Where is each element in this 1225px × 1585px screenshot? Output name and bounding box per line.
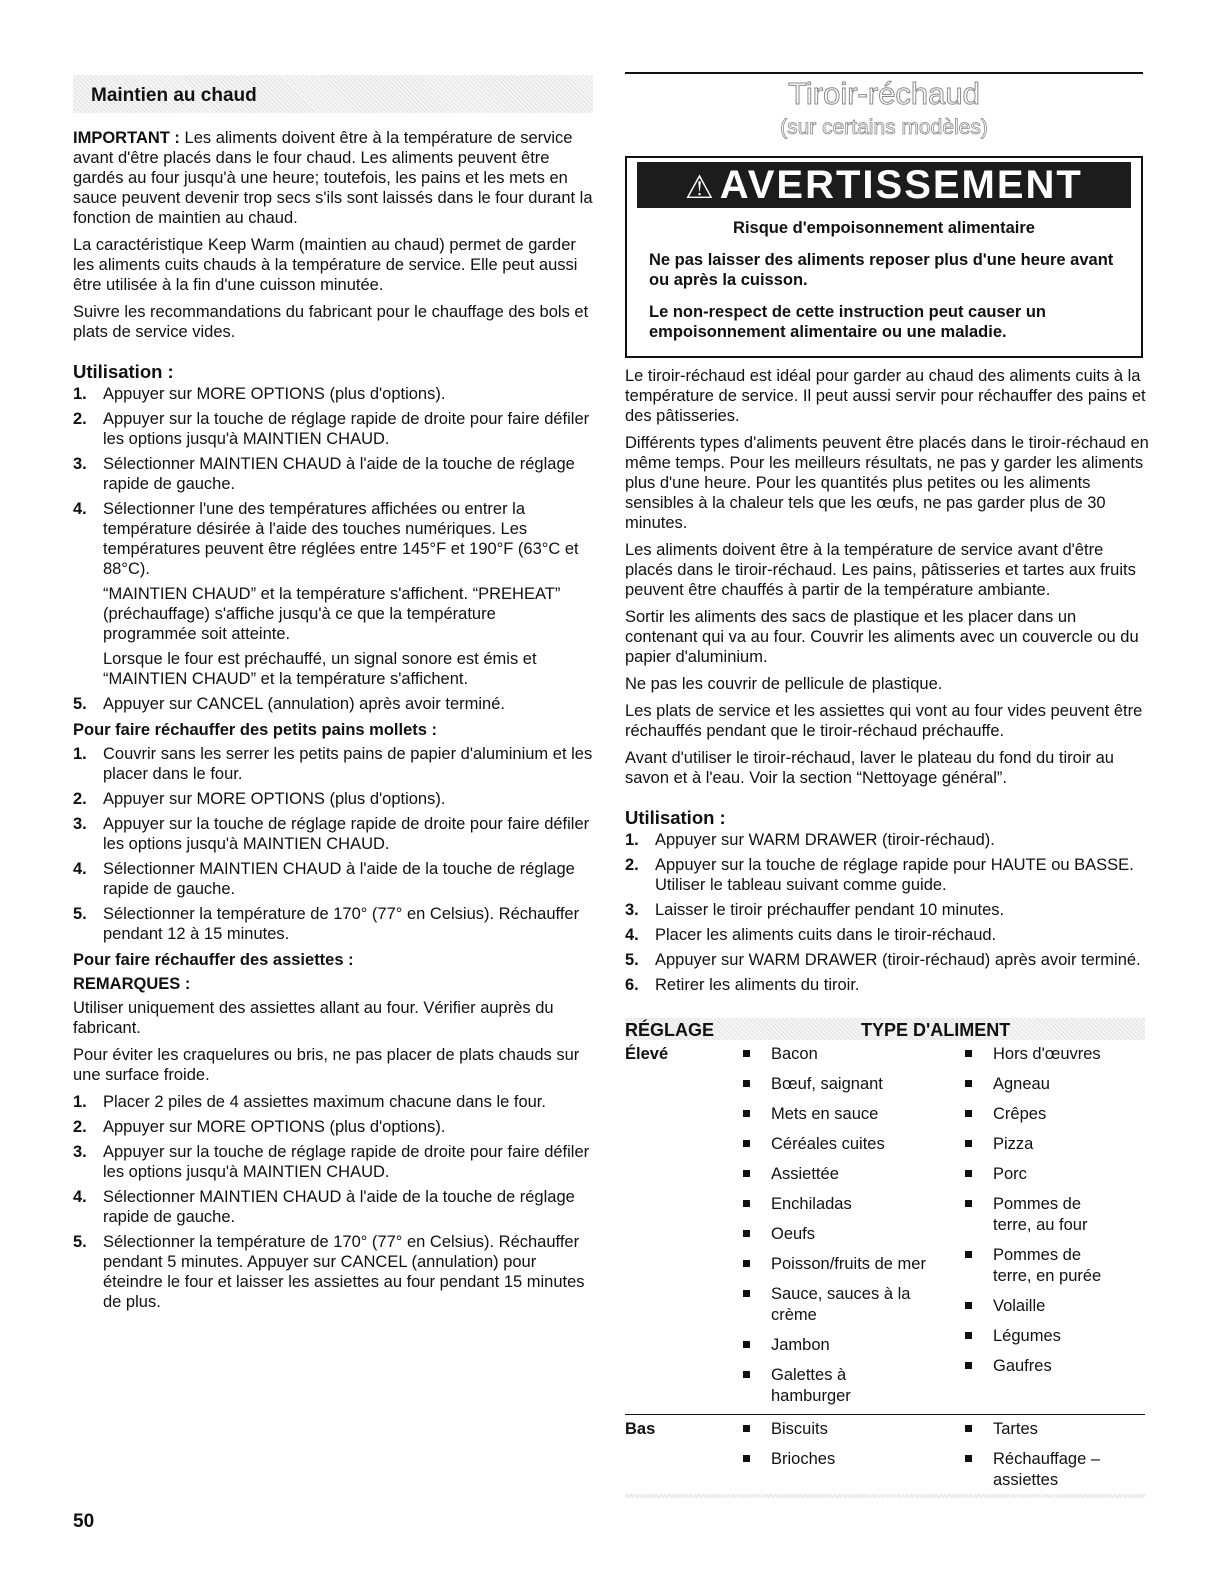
page-number: 50 bbox=[73, 1511, 95, 1532]
list-item: 4. Sélectionner MAINTIEN CHAUD à l'aide de la touche de réglage rapide de gauche. bbox=[73, 860, 575, 898]
food-list bbox=[743, 1044, 943, 1416]
food-item: Poisson/fruits de mer bbox=[743, 1254, 943, 1275]
food-item: Porc bbox=[965, 1164, 1145, 1185]
page-title: Tiroir-réchaud bbox=[788, 76, 980, 111]
keep-warm-paragraph: La caractéristique Keep Warm (maintien au chaud) permet de garder les aliments cuits chauds à la température de service. Elle peut aussi être utilisée à la fin d'une cuisson minutée. bbox=[73, 236, 578, 294]
list-item: 2. Appuyer sur la touche de réglage rapide de droite pour faire défiler les options jusqu'à MAINTIEN CHAUD. bbox=[73, 410, 590, 448]
list-item: 5. Sélectionner la température de 170° (77° en Celsius). Réchauffer pendant 5 minutes. Appuyer sur CANCEL (annulation) pour éteindre le four et laisser les assiettes au four pendant 15 minutes de plus. bbox=[73, 1233, 585, 1311]
body-paragraph: Les plats de service et les assiettes qui vont au four vides peuvent être réchauffés pendant que le tiroir-réchaud préchauffe. bbox=[625, 702, 1143, 740]
food-item: Gaufres bbox=[965, 1356, 1145, 1377]
food-item: Hors d'œuvres bbox=[965, 1044, 1145, 1065]
food-item: Réchauffage – assiettes bbox=[965, 1449, 1123, 1491]
drawer-steps bbox=[625, 830, 1153, 995]
list-item: 5. Appuyer sur CANCEL (annulation) après avoir terminé. bbox=[73, 695, 505, 713]
utilisation-steps bbox=[73, 384, 593, 714]
step-note: Lorsque le four est préchauffé, un signal sonore est émis et “MAINTIEN CHAUD” et la température s'affichent. bbox=[103, 650, 537, 688]
warning-body bbox=[649, 218, 1119, 354]
rolls-heading: Pour faire réchauffer des petits pains mollets : bbox=[73, 721, 438, 739]
body-paragraph: Avant d'utiliser le tiroir-réchaud, laver le plateau du fond du tiroir au savon et à l'eau. Voir la section “Nettoyage général”. bbox=[625, 749, 1114, 787]
food-item: Pommes de terre, au four bbox=[965, 1194, 1113, 1236]
list-item: 2. Appuyer sur MORE OPTIONS (plus d'options). bbox=[73, 1118, 446, 1136]
list-item: 3. Appuyer sur la touche de réglage rapide de droite pour faire défiler les options jusqu'à MAINTIEN CHAUD. bbox=[73, 815, 590, 853]
list-item: 2. Appuyer sur la touche de réglage rapide pour HAUTE ou BASSE. Utiliser le tableau suivant comme guide. bbox=[625, 856, 1134, 894]
list-item: 1. Couvrir sans les serrer les petits pains de papier d'aluminium et les placer dans le four. bbox=[73, 745, 593, 783]
warning-risk: Risque d'empoisonnement alimentaire bbox=[733, 219, 1035, 237]
food-item: Oeufs bbox=[743, 1224, 943, 1245]
food-item: Sauce, sauces à la crème bbox=[743, 1284, 911, 1326]
manufacturer-paragraph: Suivre les recommandations du fabricant pour le chauffage des bols et plats de service vides. bbox=[73, 303, 589, 341]
list-item: 6. Retirer les aliments du tiroir. bbox=[625, 976, 860, 994]
food-item: Bacon bbox=[743, 1044, 943, 1065]
section-banner bbox=[73, 75, 593, 113]
warning-box bbox=[625, 156, 1143, 358]
list-item: 5. Sélectionner la température de 170° (77° en Celsius). Réchauffer pendant 12 à 15 minutes. bbox=[73, 905, 580, 943]
remark-paragraph: Utiliser uniquement des assiettes allant au four. Vérifier auprès du fabricant. bbox=[73, 999, 554, 1037]
right-body bbox=[625, 366, 1153, 1001]
food-table bbox=[625, 1018, 1145, 1495]
food-item: Crêpes bbox=[965, 1104, 1145, 1125]
food-item: Assiettée bbox=[743, 1164, 943, 1185]
food-item: Mets en sauce bbox=[743, 1104, 943, 1125]
setting-label: Bas bbox=[625, 1420, 656, 1438]
body-paragraph: Le tiroir-réchaud est idéal pour garder au chaud des aliments cuits à la température de service. Il peut aussi servir pour réchauffer des pains et des pâtisseries. bbox=[625, 367, 1146, 425]
food-list bbox=[965, 1419, 1145, 1500]
list-item: 4. Sélectionner l'une des températures affichées ou entrer la température désirée à l'aide des touches numériques. Les températures peuvent être réglées entre 145°F et 190°F (63°C et 88°C). “MAINTIEN CHAUD” et la température s'affichent. “PREHEAT” (préchauffage) s'affiche jusqu'à ce que la température programmée soit atteinte. Lorsque le four est préchauffé, un signal sonore est émis et “MAINTIEN CHAUD” et la température s'affichent. bbox=[73, 499, 593, 689]
warning-header bbox=[637, 162, 1131, 208]
important-text: Les aliments doivent être à la température de service avant d'être placés dans le four chaud. Les aliments peuvent être gardés au four jusqu'à une heure; toutefois, les pains et les mets en sauce peuvent devenir trop secs s'ils sont laissés dans le four durant la fonction de maintien au chaud. bbox=[73, 129, 593, 227]
list-item: 1. Placer 2 piles de 4 assiettes maximum chacune dans le four. bbox=[73, 1093, 546, 1111]
section-title: Maintien au chaud bbox=[91, 85, 257, 106]
food-item: Bœuf, saignant bbox=[743, 1074, 943, 1095]
food-list bbox=[965, 1044, 1145, 1386]
body-paragraph: Les aliments doivent être à la température de service avant d'être placés dans le tiroir-réchaud. Les pains, pâtisseries et tartes aux fruits peuvent être chauffés à partir de la température ambiante. bbox=[625, 541, 1136, 599]
setting-label: Élevé bbox=[625, 1045, 669, 1063]
plates-heading: Pour faire réchauffer des assiettes : bbox=[73, 951, 354, 969]
food-item: Galettes à hamburger bbox=[743, 1365, 881, 1407]
warning-line: Ne pas laisser des aliments reposer plus d'une heure avant ou après la cuisson. bbox=[649, 251, 1114, 289]
left-column bbox=[73, 128, 593, 1318]
food-item: Pizza bbox=[965, 1134, 1145, 1155]
body-paragraph: Différents types d'aliments peuvent être placés dans le tiroir-réchaud en même temps. Pour les meilleurs résultats, ne pas y garder les aliments plus d'une heure. Pour les quantités plus petites ou les aliments sensibles à la chaleur tels que les œufs, ne pas garder plus de 30 minutes. bbox=[625, 434, 1149, 532]
body-paragraph: Ne pas les couvrir de pellicule de plastique. bbox=[625, 675, 943, 693]
rolls-steps bbox=[73, 744, 593, 944]
list-item: 3. Laisser le tiroir préchauffer pendant 10 minutes. bbox=[625, 901, 1005, 919]
list-item: 4. Sélectionner MAINTIEN CHAUD à l'aide de la touche de réglage rapide de gauche. bbox=[73, 1188, 575, 1226]
body-paragraph: Sortir les aliments des sacs de plastique et les placer dans un contenant qui va au four. Couvrir les aliments avec un couvercle ou du papier d'aluminium. bbox=[625, 608, 1139, 666]
step-note: “MAINTIEN CHAUD” et la température s'affichent. “PREHEAT” (préchauffage) s'affiche jusqu'à ce que la température programmée soit atteinte. bbox=[103, 585, 561, 643]
food-list bbox=[743, 1419, 943, 1479]
list-item: 3. Sélectionner MAINTIEN CHAUD à l'aide de la touche de réglage rapide de gauche. bbox=[73, 455, 575, 493]
food-item: Agneau bbox=[965, 1074, 1145, 1095]
food-item: Pommes de terre, en purée bbox=[965, 1245, 1123, 1287]
list-item: 1. Appuyer sur MORE OPTIONS (plus d'options). bbox=[73, 385, 446, 403]
food-item: Céréales cuites bbox=[743, 1134, 943, 1155]
top-rule bbox=[625, 72, 1143, 74]
warning-triangle-icon: ⚠ bbox=[685, 169, 716, 205]
food-item: Tartes bbox=[965, 1419, 1145, 1440]
food-item: Enchiladas bbox=[743, 1194, 943, 1215]
list-item: 1. Appuyer sur WARM DRAWER (tiroir-réchaud). bbox=[625, 831, 995, 849]
food-item: Jambon bbox=[743, 1335, 943, 1356]
list-item: 4. Placer les aliments cuits dans le tiroir-réchaud. bbox=[625, 926, 997, 944]
table-row bbox=[625, 1415, 1145, 1495]
plates-steps bbox=[73, 1092, 593, 1312]
warning-line: Le non-respect de cette instruction peut causer un empoisonnement alimentaire ou une maladie. bbox=[649, 303, 1046, 341]
food-item: Légumes bbox=[965, 1326, 1145, 1347]
important-paragraph bbox=[73, 128, 593, 228]
column-header: TYPE D'ALIMENT bbox=[861, 1020, 1011, 1040]
table-header bbox=[625, 1018, 1145, 1040]
column-header: RÉGLAGE bbox=[625, 1020, 715, 1040]
list-item: 3. Appuyer sur la touche de réglage rapide de droite pour faire défiler les options jusqu'à MAINTIEN CHAUD. bbox=[73, 1143, 590, 1181]
list-item: 5. Appuyer sur WARM DRAWER (tiroir-réchaud) après avoir terminé. bbox=[625, 951, 1141, 969]
remarques-heading: REMARQUES : bbox=[73, 975, 191, 993]
remark-paragraph: Pour éviter les craquelures ou bris, ne pas placer de plats chauds sur une surface froide. bbox=[73, 1046, 580, 1084]
list-item: 2. Appuyer sur MORE OPTIONS (plus d'options). bbox=[73, 790, 446, 808]
food-item: Brioches bbox=[743, 1449, 943, 1470]
table-row bbox=[625, 1040, 1145, 1415]
utilisation-heading: Utilisation : bbox=[625, 807, 726, 828]
food-item: Volaille bbox=[965, 1296, 1145, 1317]
page-subtitle: (sur certains modèles) bbox=[780, 116, 988, 139]
table-bottom-rule bbox=[625, 1494, 1145, 1498]
warning-label: AVERTISSEMENT bbox=[719, 163, 1083, 207]
utilisation-heading: Utilisation : bbox=[73, 361, 174, 382]
important-label: IMPORTANT : bbox=[73, 129, 180, 147]
food-item: Biscuits bbox=[743, 1419, 943, 1440]
